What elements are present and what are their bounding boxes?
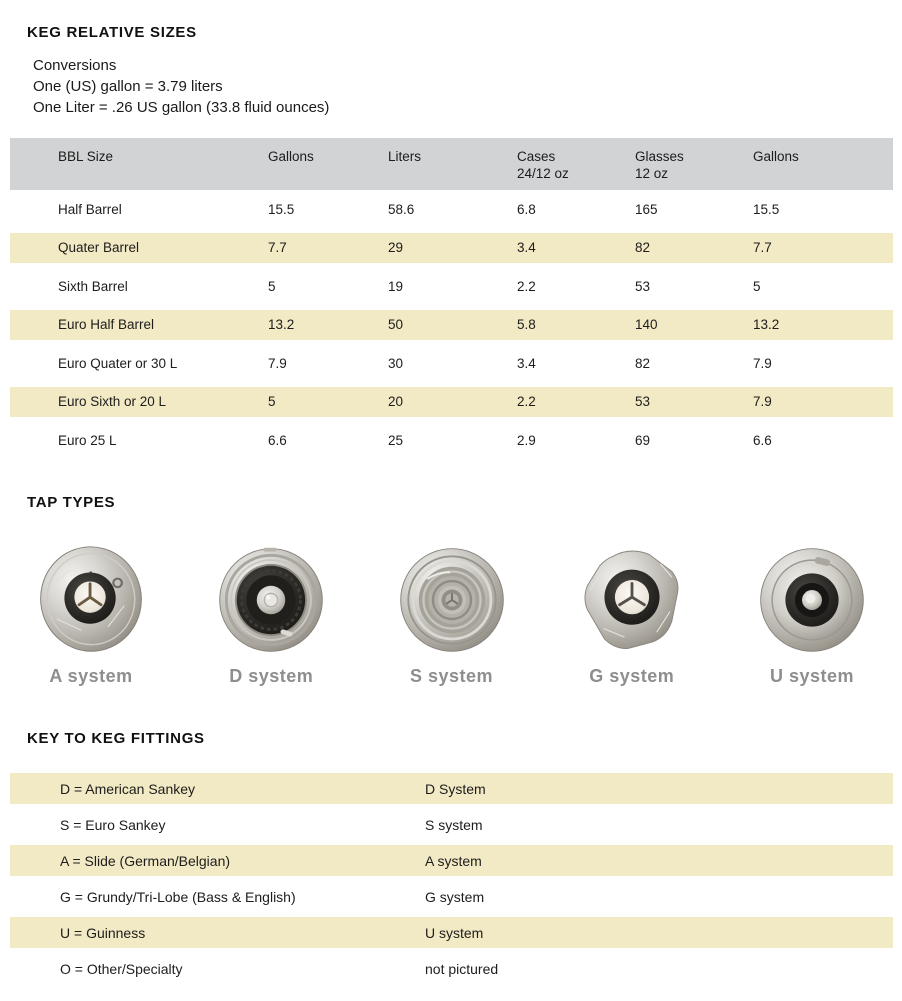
header-label: Gallons <box>268 149 314 164</box>
keg-table-cell: 7.9 <box>268 355 287 371</box>
conversions-heading: Conversions <box>33 57 117 74</box>
keg-table-cell: Sixth Barrel <box>58 278 128 294</box>
key-row-a <box>10 843 893 879</box>
key-row-s <box>10 807 893 843</box>
conversion-line-liter: One Liter = .26 US gallon (33.8 fluid ounces) <box>33 99 330 116</box>
tap-types-gallery <box>34 543 869 687</box>
tap-figure-g-system <box>575 543 689 687</box>
keg-table-cell: 5 <box>268 394 276 410</box>
keg-table-cell: 15.5 <box>268 201 295 217</box>
keg-table-cell: Euro Quater or 30 L <box>58 355 178 371</box>
key-row-o <box>10 951 893 987</box>
key-code: A = Slide (German/Belgian) <box>60 852 231 869</box>
keg-table-header-cell <box>10 138 268 165</box>
header-label: Gallons <box>753 149 799 164</box>
tap-figure-a-system <box>34 543 148 687</box>
key-code: G = Grundy/Tri-Lobe (Bass & English) <box>60 888 296 905</box>
keg-table-row-half-barrel <box>10 190 893 229</box>
keg-table-cell: 5.8 <box>517 317 536 333</box>
keg-table-cell: 13.2 <box>753 317 780 333</box>
keg-table-cell: 58.6 <box>388 201 415 217</box>
keg-table-cell: Quater Barrel <box>58 240 140 256</box>
header-label: Liters <box>388 149 422 164</box>
keg-table-cell: Half Barrel <box>58 201 122 217</box>
header-sublabel: 12 oz <box>635 166 669 181</box>
keg-table-row-euro-quater <box>10 344 893 383</box>
keg-table-cell: Euro Sixth or 20 L <box>58 394 167 410</box>
keg-table-cell: 82 <box>635 355 651 371</box>
keg-table-cell: 30 <box>388 355 404 371</box>
keg-table-header-cell <box>753 138 893 165</box>
tap-label-u-system: U system <box>769 665 855 686</box>
header-label: Cases <box>517 149 556 164</box>
conversions-block <box>33 55 902 118</box>
tap-label-g-system: G system <box>589 665 675 686</box>
keg-table-cell: 6.6 <box>753 432 772 448</box>
keg-table-row-euro-25l <box>10 421 893 460</box>
key-code: O = Other/Specialty <box>60 960 183 977</box>
keg-table-cell: 2.9 <box>517 432 536 448</box>
keg-table-cell: Euro 25 L <box>58 432 117 448</box>
keg-table-header-cell <box>388 138 517 165</box>
keg-table-row-euro-sixth <box>10 383 893 422</box>
keg-table-cell: 140 <box>635 317 658 333</box>
tap-types-title: TAP TYPES <box>27 493 116 511</box>
u-system-tap-image <box>755 543 869 657</box>
keg-table-cell: 13.2 <box>268 317 295 333</box>
key-to-keg-fittings-title: KEY TO KEG FITTINGS <box>27 729 205 747</box>
s-system-tap-image <box>395 543 509 657</box>
key-code: U = Guinness <box>60 924 146 941</box>
keg-table-cell: 3.4 <box>517 355 536 371</box>
key-code: D = American Sankey <box>60 780 196 797</box>
key-row-d <box>10 771 893 807</box>
keg-table-cell: 69 <box>635 432 651 448</box>
keg-table-cell: 29 <box>388 240 404 256</box>
keg-relative-sizes-title: KEG RELATIVE SIZES <box>27 24 197 41</box>
keg-table-cell: 53 <box>635 278 651 294</box>
keg-table-cell: 15.5 <box>753 201 780 217</box>
keg-table-header-row <box>10 138 893 190</box>
keg-table-cell: 3.4 <box>517 240 536 256</box>
keg-size-table <box>10 138 893 460</box>
keg-table-cell: 2.2 <box>517 394 536 410</box>
keg-table-cell: 7.9 <box>753 355 772 371</box>
keg-table-cell: 50 <box>388 317 404 333</box>
key-code: S = Euro Sankey <box>60 816 166 833</box>
tap-figure-d-system <box>214 543 328 687</box>
keg-table-cell: 165 <box>635 201 658 217</box>
keg-table-cell: 82 <box>635 240 651 256</box>
keg-table-cell: 53 <box>635 394 651 410</box>
tap-figure-s-system <box>395 543 509 687</box>
keg-table-row-sixth-barrel <box>10 267 893 306</box>
keg-table-row-euro-half-barrel <box>10 306 893 345</box>
key-system: G system <box>425 888 485 905</box>
key-row-g <box>10 879 893 915</box>
keg-table-header-cell <box>517 138 635 182</box>
d-system-tap-image <box>214 543 328 657</box>
keg-table-cell: 5 <box>268 278 276 294</box>
key-to-keg-fittings-table <box>10 771 893 987</box>
key-system: not pictured <box>425 960 499 977</box>
keg-table-cell: 7.7 <box>268 240 287 256</box>
header-sublabel: 24/12 oz <box>517 166 569 181</box>
keg-table-cell: 20 <box>388 394 404 410</box>
keg-table-cell: 7.9 <box>753 394 772 410</box>
key-system: U system <box>425 924 484 941</box>
keg-table-header-cell <box>635 138 753 182</box>
key-system: S system <box>425 816 483 833</box>
g-system-tap-image <box>575 543 689 657</box>
keg-table-cell: 19 <box>388 278 404 294</box>
tap-label-d-system: D system <box>229 665 314 686</box>
keg-table-cell: 2.2 <box>517 278 536 294</box>
keg-table-cell: 6.6 <box>268 432 287 448</box>
keg-table-cell: 6.8 <box>517 201 536 217</box>
a-system-tap-image <box>34 543 148 657</box>
key-row-u <box>10 915 893 951</box>
keg-table-cell: Euro Half Barrel <box>58 317 155 333</box>
key-system: D System <box>425 780 486 797</box>
keg-table-cell: 5 <box>753 278 761 294</box>
keg-table-cell: 25 <box>388 432 404 448</box>
conversion-line-gallon: One (US) gallon = 3.79 liters <box>33 78 223 95</box>
tap-label-a-system: A system <box>49 665 133 686</box>
tap-figure-u-system <box>755 543 869 687</box>
key-system: A system <box>425 852 482 869</box>
header-label: Glasses <box>635 149 684 164</box>
keg-table-header-cell <box>268 138 388 165</box>
header-label: BBL Size <box>58 149 114 164</box>
keg-table-row-quater-barrel <box>10 229 893 268</box>
keg-table-cell: 7.7 <box>753 240 772 256</box>
tap-label-s-system: S system <box>409 665 494 686</box>
